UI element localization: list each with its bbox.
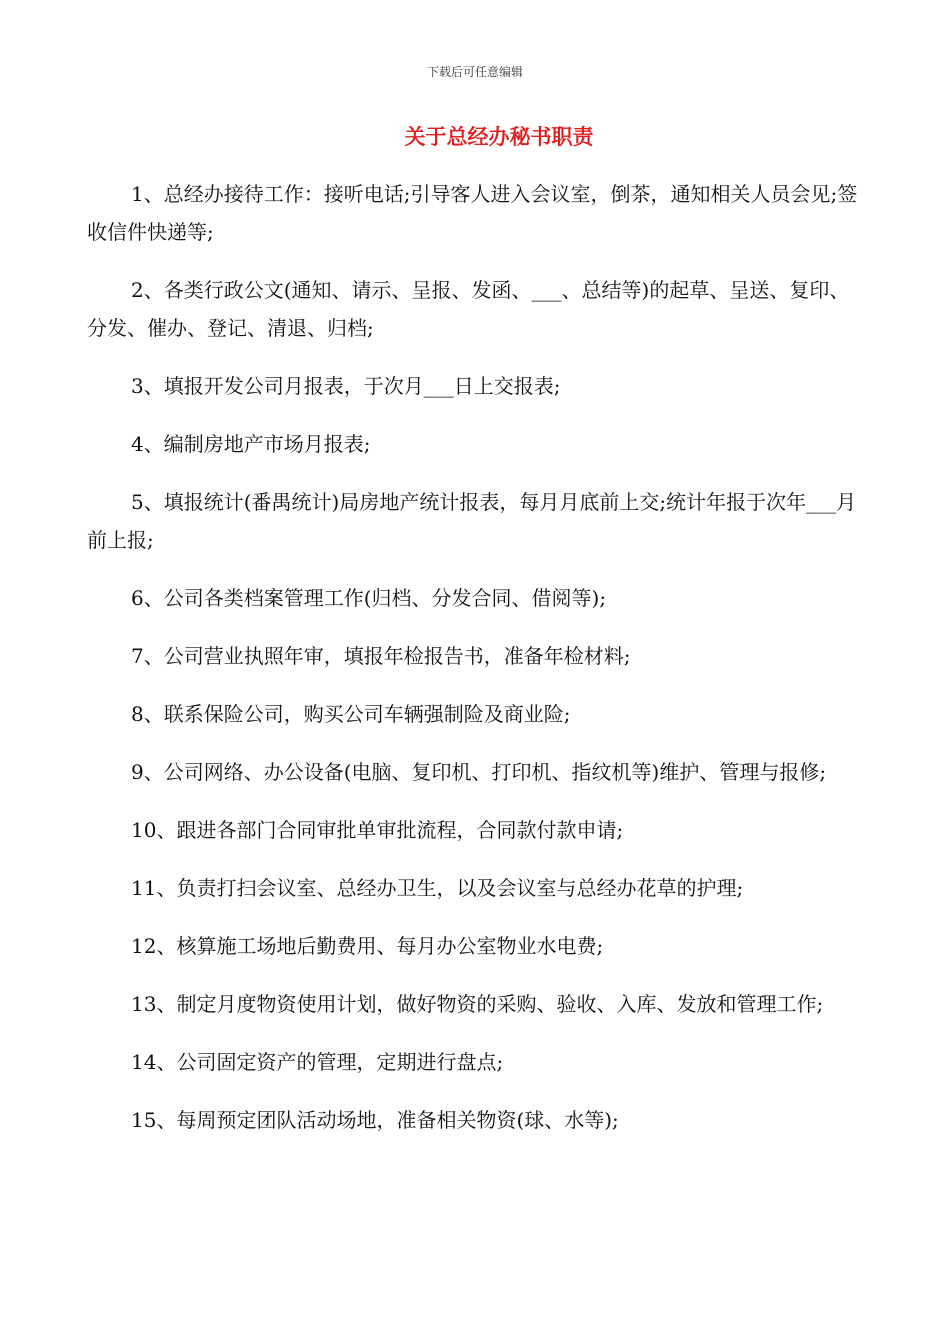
paragraph: 8、联系保险公司，购买公司车辆强制险及商业险; bbox=[131, 702, 571, 726]
document-body bbox=[87, 175, 867, 1159]
paragraph: 10、跟进各部门合同审批单审批流程，合同款付款申请; bbox=[131, 818, 624, 842]
paragraph: 11、负责打扫会议室、总经办卫生，以及会议室与总经办花草的护理; bbox=[131, 876, 744, 900]
paragraph: 12、核算施工场地后勤费用、每月办公室物业水电费; bbox=[131, 934, 604, 958]
paragraph: 3、填报开发公司月报表，于次月___日上交报表; bbox=[131, 374, 561, 398]
paragraph: 14、公司固定资产的管理，定期进行盘点; bbox=[131, 1050, 504, 1074]
paragraph: 2、各类行政公文(通知、请示、呈报、发函、___、总结等)的起草、呈送、复印、分发、催办、登记、清退、归档; bbox=[87, 278, 850, 340]
paragraph: 1、总经办接待工作：接听电话;引导客人进入会议室，倒茶，通知相关人员会见;签收信件快递等; bbox=[87, 182, 858, 244]
paragraph: 5、填报统计(番禺统计)局房地产统计报表，每月月底前上交;统计年报于次年___月前上报; bbox=[87, 490, 857, 552]
document-title: 关于总经办秘书职责 bbox=[404, 125, 594, 149]
paragraph: 4、编制房地产市场月报表; bbox=[131, 432, 371, 456]
paragraph: 9、公司网络、办公设备(电脑、复印机、打印机、指纹机等)维护、管理与报修; bbox=[131, 760, 827, 784]
header-note: 下载后可任意编辑 bbox=[426, 65, 523, 79]
paragraph: 15、每周预定团队活动场地，准备相关物资(球、水等); bbox=[131, 1108, 619, 1132]
paragraph: 7、公司营业执照年审，填报年检报告书，准备年检材料; bbox=[131, 644, 631, 668]
paragraph: 13、制定月度物资使用计划，做好物资的采购、验收、入库、发放和管理工作; bbox=[131, 992, 824, 1016]
paragraph: 6、公司各类档案管理工作(归档、分发合同、借阅等); bbox=[131, 586, 607, 610]
